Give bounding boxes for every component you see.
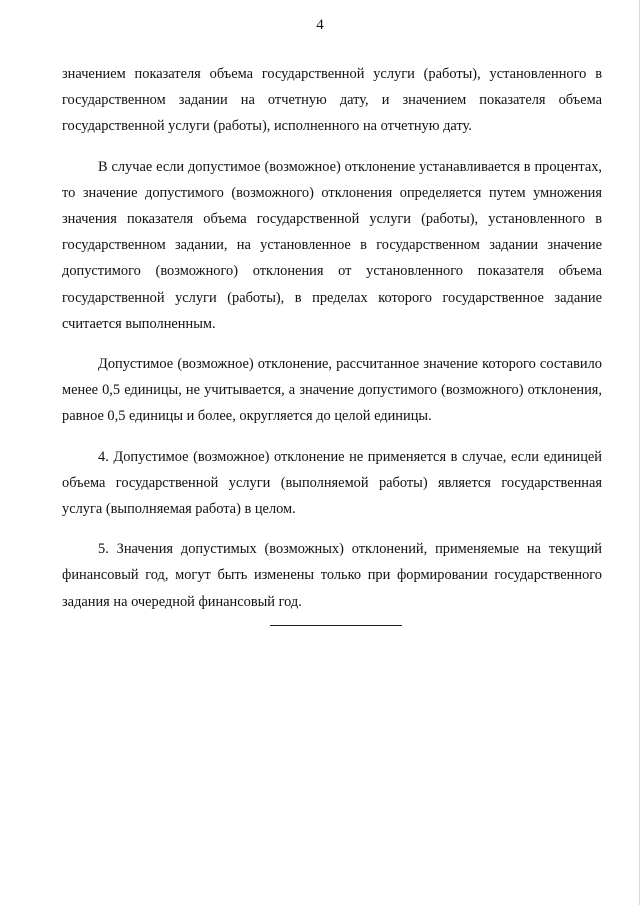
paragraph-rounding-rule: Допустимое (возможное) отклонение, рассчитанное значение которого составило менее 0,5 единицы, не учитывается, а значение допустимого (возможного) отклонения, равное 0,5 единицы и более, округляется до целой единицы. <box>62 356 602 425</box>
document-body <box>62 61 602 629</box>
page-number: 4 <box>316 17 324 33</box>
paragraph-item-4: 4. Допустимое (возможное) отклонение не применяется в случае, если единицей объема государственной услуги (выполняемой работы) является государственная услуга (выполняемая работа) в целом. <box>62 448 602 518</box>
paragraph-item-5: 5. Значения допустимых (возможных) отклонений, применяемые на текущий финансовый год, могут быть изменены только при формировании государственного задания на очередной финансовый год. <box>62 541 602 610</box>
paragraph-percent-deviation: В случае если допустимое (возможное) отклонение устанавливается в процентах, то значение допустимого (возможного) отклонения определяется путем умножения значения показателя объема государственной услуги (работы), установленного в государственном задании, на установленное в государственном задании значение допустимого (возможного) отклонения от установленного показателя объема государственной услуги (работы), в пределах которого государственное задание считается выполненным. <box>62 158 602 332</box>
closing-divider <box>270 625 402 626</box>
paragraph-continuation: значением показателя объема государственной услуги (работы), установленного в государственном задании на отчетную дату, и значением показателя объема государственной услуги (работы), исполненного на отчетную дату. <box>62 66 602 135</box>
